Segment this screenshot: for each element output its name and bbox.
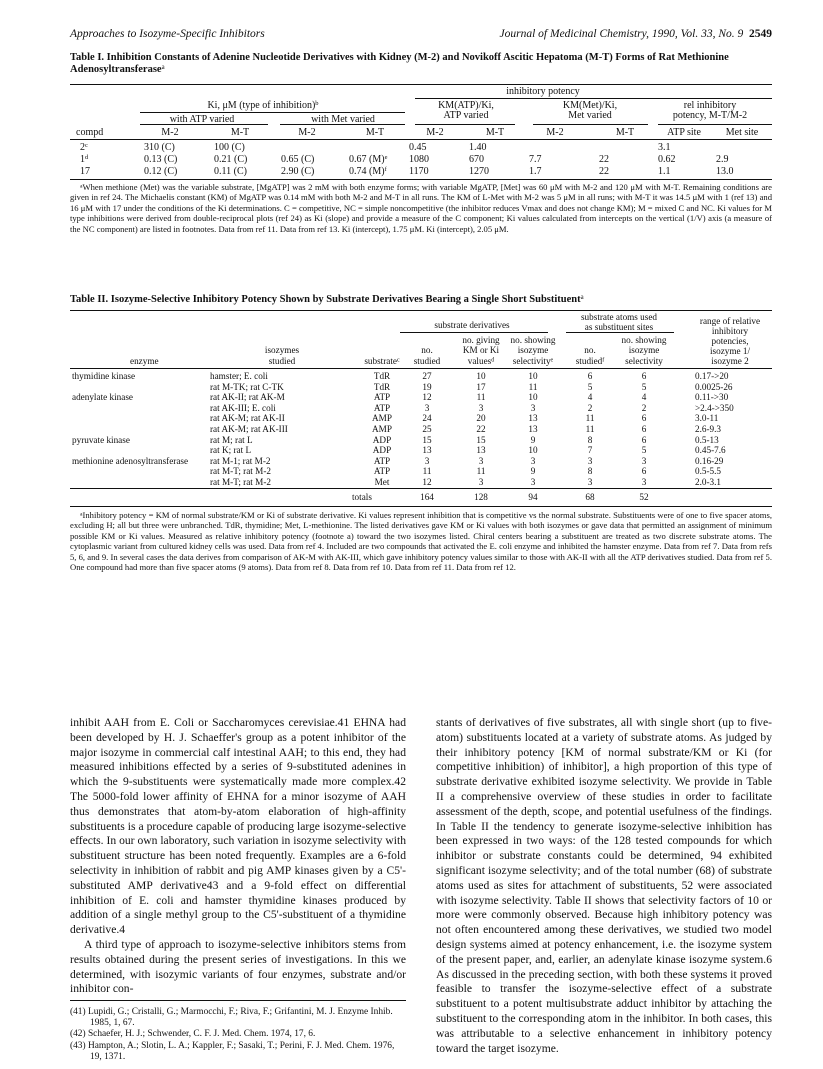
table2-cell-iso: rat M-TK; rat C-TK [210, 381, 284, 392]
table2-cell-range: >2.4->350 [695, 402, 734, 413]
table1-cell-met-site: 2.9 [716, 154, 729, 165]
table1-rel-1: rel inhibitory [683, 100, 737, 111]
table2-cell-ano: 7 [587, 445, 593, 456]
table2-cell-iso: rat AK-III; E. coli [210, 402, 276, 413]
table1-col-kmet-mt: M-T [615, 127, 635, 138]
table2-h-range-3: potencies, [711, 336, 749, 346]
table2-h-ano-1: no. [584, 345, 596, 355]
table1-cell-met-m2: 2.90 (C) [281, 166, 315, 177]
table2-h-range-1: range of relative [699, 316, 761, 326]
table2-cell-no: 12 [422, 477, 432, 487]
body-left-paragraph-2: A third type of approach to isozyme-selective inhibitors stems from results obtained during the present series of investigations. In this we determined, with isozymic variants of four enzymes, substrate and/or inhibitor con- [70, 937, 406, 996]
table2-cell-ashow: 6 [641, 413, 647, 424]
reference-42: (42) Schaefer, H. J.; Schwender, C. F. J. Med. Chem. 1974, 17, 6. [70, 1029, 316, 1040]
table2-h-subder: substrate derivatives [434, 320, 510, 330]
table1-cell-atp-m2: 310 (C) [144, 142, 175, 153]
table2-cell-ashow: 6 [641, 424, 647, 434]
table2-cell-no: 12 [422, 392, 432, 403]
body-right-paragraph-1: stants of derivatives of five substrates, all with single short (up to five-atom) substituents located at a variety of substrate atoms. As judged by their inhibitory potency [KM of normal substrate/KM or Ki (for competitive inhibition) of inhibitor], a high proportion of this type of substrate derivative exhibited isozyme selectivity. We provide in Table II a comprehensive overview of these studies in order to facilitate assessment of the depth, scope, and potential usefulness of the findings. In Table II the tendency to generate isozyme-selective inhibition has been expressed in two ways: of the 128 tested compounds for which inhibitor or substrate constants could be determined, 94 exhibited significant isozyme selectivity; and of the total number (68) of substrate atoms used as sites for attachment of substituents, 52 were associated with isozyme selectivity. Table II shows that selectivity factors of 10 or more were commonly observed. Because high inhibitory potency was not often encountered among these derivatives, we studied two model design systems aimed at potency enhancement, i.e. the isozyme system of the present paper, and, earlier, an adenylate kinase isozyme system.6 As discussed in the preceding section, with both these systems it proved feasible to transfer the isozyme-selective effect of a substrate substituent to a potent multisubstrate adduct inhibitor by attaching the substituent to the corresponding atom in the inhibitor. In both cases, this was attributable to a selective enhancement in inhibitory potency toward the target isozyme. [436, 716, 772, 1055]
table1-cell-katp-m2: 1170 [409, 166, 429, 177]
table2-footnote: $^a$Inhibitory potency = KM of normal substrate/KM or Ki of substrate derivative. Ki values represent inhibition that is competitive vs the normal substrate. Substituents were of one to five spacer atoms, excluding H; all but three were unbranched. TdR, thymidine; Met, L-methionine. The listed derivatives gave KM or Ki values with both isozymes or gave data that permitted an assignment of minimum possible KM or Ki values. Measured as relative inhibitory potency (footnote a) toward the two isozymes listed. Chiral centers bearing a substituent are treated as two discrete substrate atoms. The cytoplasmic variant from cultured kidney cells was used. Data from ref 4. Included are two compounds that activated the E. coli enzyme and inhibited the hamster enzyme. Data from ref 7. Data from refs 5, 6, and 9. In several cases the data derives from comparison of AK-M with AK-III, which gave inhibitory potency values similar to those with AK-II with all the ATP derivatives studied. Data from ref 5. One compound had more than five spacer atoms (9 atoms). Data from ref 8. Data from ref 10. Data from ref 11. Data from ref 12. [70, 510, 772, 573]
table2-cell-ashow: 5 [641, 381, 647, 392]
table2-cell-showing: 3 [530, 477, 536, 487]
table2-cell-giving: 10 [476, 371, 486, 381]
table2-cell-giving: 20 [476, 413, 486, 424]
table2-top-rule [70, 310, 772, 311]
table1-km-met: KM(Met)/Ki, [562, 100, 618, 111]
table1-cell-atp-site: 3.1 [658, 142, 671, 153]
table1-bottom-rule [70, 179, 772, 180]
table2-header-rule [70, 368, 772, 369]
table2-h-ano-2: studied$^f$ [575, 356, 605, 366]
page-number: 2549 [749, 28, 772, 40]
table2-cell-giving: 3 [478, 455, 484, 466]
table1-sub-atp: with ATP varied [169, 114, 235, 125]
table2-cell-no: 15 [422, 434, 432, 445]
table2-h-atoms-2: as substituent sites [584, 322, 654, 332]
table2-h-range-5: isozyme 2 [711, 356, 749, 366]
table1-cell-atp-site: 0.62 [658, 154, 676, 165]
table2-cell-sub: TdR [373, 381, 391, 392]
table2-cell-iso: rat AK-M; rat AK-II [210, 413, 285, 424]
table2-cell-ano: 3 [587, 477, 593, 487]
table1-cell-atp-mt: 0.11 (C) [214, 166, 247, 177]
table1-col-met-site: Met site [725, 127, 759, 138]
table2-cell-sub: ATP [373, 466, 391, 477]
table1-caption [70, 52, 772, 76]
table2-cell-ano: 11 [585, 413, 595, 424]
table2-h-range-2: inhibitory [711, 326, 749, 336]
table1-row-compd: 1$^d$ [80, 154, 89, 165]
table1-col-met-m2: M-2 [298, 127, 316, 138]
table1-cell-kmet-mt: 22 [599, 154, 609, 165]
table2-cell-sub: ATP [373, 402, 391, 413]
table2-bottom-rule [70, 506, 772, 507]
table2-cell-iso: rat M-T; rat M-2 [210, 466, 271, 477]
table1-cell-kmet-mt: 22 [599, 166, 609, 177]
table2-cell-giving: 13 [476, 445, 486, 456]
table2-cell-ano: 6 [587, 371, 593, 381]
table2-h-range-4: isozyme 1/ [709, 346, 751, 356]
header-right [500, 28, 772, 40]
table2-cell-showing: 9 [530, 434, 536, 445]
table2-cell-showing: 13 [528, 424, 538, 434]
table2-h-showing-2: isozyme [517, 345, 549, 355]
table1-katp-rule [415, 124, 515, 125]
table1-header-rule [70, 139, 772, 140]
table2-h-no-1: no. [421, 345, 433, 355]
header-left-title: Approaches to Isozyme-Specific Inhibitors [70, 28, 265, 40]
table2-cell-iso: hamster; E. coli [210, 371, 268, 381]
table2-cell-giving: 11 [476, 392, 486, 403]
table2-h-ashow-1: no. showing [621, 335, 667, 345]
table1-cell-atp-m2: 0.13 (C) [144, 154, 178, 165]
table1-potency-rule [415, 98, 772, 99]
table2-h-ashow-2: isozyme [628, 345, 660, 355]
running-header [70, 28, 772, 40]
table2-h-enzyme: enzyme [130, 356, 159, 366]
table2-cell-iso: rat K; rat L [210, 445, 252, 456]
table2-cell-ashow: 3 [641, 477, 647, 487]
table2-cell-showing: 3 [530, 455, 536, 466]
table1-cell-atp-mt: 100 (C) [214, 142, 245, 153]
table1-group-potency: inhibitory potency [506, 86, 580, 97]
table2-cell-showing: 11 [528, 381, 538, 392]
table1-col-kmet-m2: M-2 [546, 127, 564, 138]
table1-rel-rule [658, 124, 772, 125]
table2-h-no-2: studied [413, 356, 441, 366]
table2-cell-ashow: 3 [641, 455, 647, 466]
references [70, 1000, 406, 1063]
table1-cell-met-site: 13.0 [716, 166, 734, 177]
table2-atoms-rule [566, 332, 674, 333]
body-left-column [70, 716, 406, 997]
table2-cell-sub: AMP [372, 424, 392, 434]
table2-h-giving-2: KM or Ki [462, 345, 500, 355]
table2-cell-giving: 3 [478, 477, 484, 487]
table2-h-atoms-1: substrate atoms used [580, 312, 658, 322]
table1-col-atp-m2: M-2 [161, 127, 179, 138]
references-rule [70, 1000, 406, 1001]
table1-km-atp-sub: ATP varied [443, 110, 489, 121]
table2-cell-showing: 10 [528, 371, 538, 381]
table2-cell-enzyme: adenylate kinase [72, 392, 133, 403]
table2-cell-giving: 11 [476, 466, 486, 477]
table2-cell-iso: rat M-1; rat M-2 [210, 455, 271, 466]
table2-cell-ashow: 4 [641, 392, 647, 403]
table2-cell-range: 0.45-7.6 [695, 445, 726, 456]
table2-label: Table II. [70, 294, 109, 305]
table2-cell-range: 0.5-13 [695, 434, 719, 445]
table1-footnote: $^a$When methione (Met) was the variable substrate, [MgATP] was 2 mM with both enzyme forms; with variable MgATP, [Met] was 60 μM with M-2 and 120 μM with M-T. Remaining conditions are given in ref 24. The Michaelis constant (KM) of MgATP was 0.14 mM with both M-2 and M-T in all runs. The KM of L-Met with M-2 was 5 μM in all runs; with M-T it was 14.5 μM with 1 (ref 13) and 16 μM with 17 under the conditions of the Ki determinations. C = competitive, NC = simple noncompetitive (the inhibitor reduces Vmax and does not change KM); M = mixed C and NC. Ki values for M type inhibitions were derived from double-reciprocal plots (ref 24) as Ki (slope) and provide a measure of the C component; Ki values calculated from intercepts on the vertical (1/V) axis (a measure of the NC component) are listed in footnotes. Data from ref 11. Data from ref 13. Ki (intercept), 1.75 μM. Ki (intercept), 2.05 μM. [70, 182, 772, 234]
table1-cell-kmet-m2: 7.7 [529, 154, 542, 165]
table2-cell-range: 0.17->20 [695, 371, 729, 381]
table1-col-katp-m2: M-2 [426, 127, 444, 138]
table1-kmet-rule [533, 124, 648, 125]
table2-h-giving-3: values$^d$ [467, 356, 495, 366]
table2-cell-iso: rat M-T; rat M-2 [210, 477, 271, 487]
table1-cell-met-mt: 0.67 $(M)^e$ [349, 154, 388, 165]
reference-41: (41) Lupidi, G.; Cristalli, G.; Marmocchi, F.; Riva, F.; Grifantini, M. J. Enzyme Inhib. 1985, 1, 67. [70, 1007, 393, 1029]
table2-subder-rule [400, 332, 548, 333]
table2-cell-range: 2.0-3.1 [695, 477, 722, 487]
table2-cell-range: 0.11->30 [695, 392, 729, 403]
table1-cell-atp-mt: 0.21 (C) [214, 154, 248, 165]
table2-cell-no: 13 [422, 445, 432, 456]
table1-rel-2: potency, M-T/M-2 [672, 110, 748, 121]
table2-cell-giving: 15 [476, 434, 486, 445]
table1-cell-katp-mt: 670 [469, 154, 484, 165]
table1-sub-met: with Met varied [311, 114, 375, 125]
reference-43: (43) Hampton, A.; Slotin, L. A.; Kappler, F.; Sasaki, T.; Perini, F. J. Med. Chem. 1976, 19, 1371. [70, 1040, 395, 1062]
header-journal: Journal of Medicinal Chemistry, 1990, Vol. 33, No. 9 [499, 28, 744, 40]
table2-cell-range: 0.5-5.5 [695, 466, 722, 477]
table2-cell-sub: TdR [373, 371, 391, 381]
table2-cell-ashow: 5 [641, 445, 647, 456]
table2-cell-ashow: 6 [641, 434, 647, 445]
table1-cell-katp-m2: 1080 [409, 154, 429, 165]
table2-caption: Table II. Isozyme-Selective Inhibitory Potency Shown by Substrate Derivatives Bearing a Single Short Substituent$^a$ [70, 293, 584, 305]
table2-cell-showing: 13 [528, 413, 538, 424]
table2-cell-range: 2.6-9.3 [695, 424, 722, 434]
table1-group-ki: Ki, μM (type of inhibition)$^b$ [207, 100, 319, 111]
table1-col-atp-site: ATP site [667, 127, 701, 138]
table1-cell-met-mt: 0.74 $(M)^f$ [349, 166, 387, 177]
table1-ki-rule [140, 112, 405, 113]
table2-total-ashow: 52 [639, 492, 649, 502]
table2-cell-showing: 10 [528, 392, 538, 403]
body-left-paragraph-1: inhibit AAH from E. Coli or Saccharomyces cerevisiae.41 EHNA had been developed by H. J. Schaeffer's group as a potent inhibitor of the major isozyme in commercial calf intestinal AAH; to this end, they had measured inhibitions effected by a series of 9-substituted adenines in which the 9-substituents were systematically made more complex.42 The 5000-fold lower affinity of EHNA for a minor isozyme of AAH thus demonstrates that atom-by-atom elaboration of high-affinity substituents is a procedure capable of producing large isozyme-selective effects. In our own laboratory, such variation in isozyme selectivity with substituent structure has been noted frequently. Examples are a 6-fold selectivity in inhibition of rabbit and pig AMP kinases given by a C5'-substituted AMP derivative43 and a 9-fold effect on differential inhibition of E. coli and hamster thymidine kinases produced by addition of a single methyl group to the C5'-substituent of a thymidine derivative.4 [70, 716, 406, 937]
table2-cell-no: 3 [424, 455, 430, 466]
table1-col-katp-mt: M-T [485, 127, 505, 138]
table2-cell-enzyme: pyruvate kinase [72, 434, 130, 445]
table2-cell-ashow: 6 [641, 371, 647, 381]
table2-cell-sub: ATP [373, 455, 391, 466]
table1-cell-atp-m2: 0.12 (C) [144, 166, 178, 177]
table1-cell-katp-m2: 0.45 [409, 142, 427, 153]
table1-cell-atp-site: 1.1 [658, 166, 671, 177]
table1-top-rule [70, 84, 772, 85]
table2-h-showing-1: no. showing [510, 335, 556, 345]
table2-total-showing: 94 [528, 492, 538, 502]
table2-cell-giving: 17 [476, 381, 486, 392]
table2-cell-showing: 10 [528, 445, 538, 456]
table2-cell-ano: 2 [587, 402, 593, 413]
table2-cell-no: 19 [422, 381, 432, 392]
table1-caption-mark: a [161, 63, 165, 71]
table2-cell-ano: 4 [587, 392, 593, 403]
table1-caption-text: Inhibition Constants of Adenine Nucleotide Derivatives with Kidney (M-2) and Novikoff Ascitic Hepatoma (M-T) Forms of Rat Methionine Adenosyltransferase [70, 52, 729, 75]
table1-label: Table I. [70, 52, 105, 63]
table2-cell-enzyme: thymidine kinase [72, 371, 136, 381]
table2-cell-iso: rat M; rat L [210, 434, 253, 445]
table1-cell-katp-mt: 1270 [469, 166, 489, 177]
table1-met-rule [280, 124, 405, 125]
table1-atp-rule [140, 124, 268, 125]
table1-cell-met-m2: 0.65 (C) [281, 154, 315, 165]
table1-row-compd: 17 [80, 166, 90, 177]
table2-total-no: 164 [420, 492, 434, 502]
table2-cell-sub: AMP [372, 413, 392, 424]
table2-cell-no: 25 [422, 424, 432, 434]
table2-h-isozymes-2: studied [268, 356, 296, 366]
table2-cell-sub: ADP [372, 445, 392, 456]
table2-total-giving: 128 [474, 492, 488, 502]
table2-cell-no: 24 [422, 413, 432, 424]
table2-cell-ano: 8 [587, 466, 593, 477]
table1-col-atp-mt: M-T [230, 127, 250, 138]
table2-total-ano: 68 [585, 492, 595, 502]
table2-cell-range: 0.0025-26 [695, 381, 733, 392]
table2-cell-showing: 9 [530, 466, 536, 477]
table1-row-compd: 2$^c$ [80, 142, 88, 153]
table2-cell-giving: 22 [476, 424, 486, 434]
table2-h-substrate: substrate$^c$ [364, 356, 400, 366]
table1-km-met-sub: Met varied [568, 110, 612, 121]
table2-h-ashow-3: selectivity [625, 356, 663, 366]
table1-col-compd: compd [76, 127, 104, 138]
table2-h-showing-3: selectivity$^e$ [512, 356, 554, 366]
table2-cell-sub: ATP [373, 392, 391, 403]
table2-cell-ano: 11 [585, 424, 595, 434]
table2-cell-ashow: 6 [641, 466, 647, 477]
table1-cell-katp-mt: 1.40 [469, 142, 487, 153]
table1-cell-kmet-m2: 1.7 [529, 166, 542, 177]
table2-cell-iso: rat AK-II; rat AK-M [210, 392, 285, 403]
table2-cell-showing: 3 [530, 402, 536, 413]
table2-h-giving-1: no. giving [462, 335, 500, 345]
body-right-column [436, 716, 772, 1056]
table2-cell-ano: 8 [587, 434, 593, 445]
table2-cell-ano: 3 [587, 455, 593, 466]
table2-totals-rule [70, 488, 772, 489]
table2-totals-label: totals [352, 492, 372, 502]
table2-cell-range: 0.16-29 [695, 455, 724, 466]
table2-cell-iso: rat AK-M; rat AK-III [210, 424, 288, 434]
table2-cell-enzyme: methionine adenosyltransferase [72, 455, 189, 466]
table2-cell-sub: Met [374, 477, 390, 487]
table1-km-atp: KM(ATP)/Ki, [438, 100, 494, 111]
table2-h-isozymes-1: isozymes [264, 345, 300, 355]
table1-col-met-mt: M-T [365, 127, 385, 138]
table2-cell-giving: 3 [478, 402, 484, 413]
table2-cell-ano: 5 [587, 381, 593, 392]
table2-cell-no: 27 [422, 371, 432, 381]
table2-caption-text: Isozyme-Selective Inhibitory Potency Shown by Substrate Derivatives Bearing a Single Short Substituent [110, 294, 581, 305]
table2-cell-sub: ADP [372, 434, 392, 445]
table2-cell-no: 3 [424, 402, 430, 413]
table2-cell-ashow: 2 [641, 402, 647, 413]
table2-cell-no: 11 [422, 466, 432, 477]
table2-cell-range: 3.0-11 [695, 413, 719, 424]
